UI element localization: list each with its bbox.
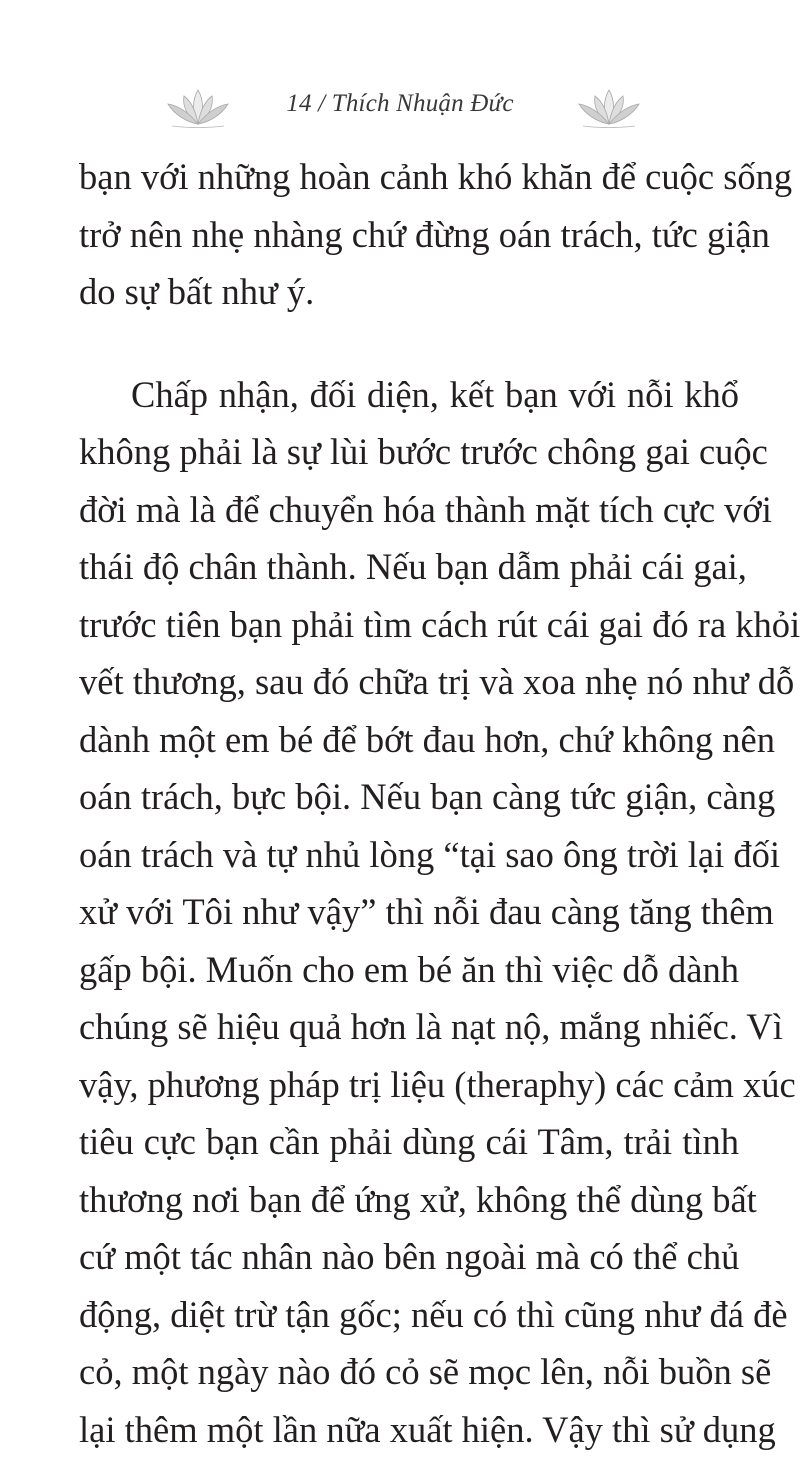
text-line: trước tiên bạn phải tìm cách rút cái gai đó ra khỏi	[79, 596, 739, 654]
text-line: không phải là sự lùi bước trước chông gai cuộc	[79, 423, 739, 481]
text-line: do sự bất như ý.	[79, 263, 739, 321]
paragraph	[79, 366, 739, 1458]
text-line: cỏ, một ngày nào đó cỏ sẽ mọc lên, nỗi buồn sẽ	[79, 1343, 739, 1401]
text-line: xử với Tôi như vậy” thì nỗi đau càng tăng thêm	[79, 883, 739, 941]
text-line: thái độ chân thành. Nếu bạn dẫm phải cái gai,	[79, 538, 739, 596]
text-line: oán trách và tự nhủ lòng “tại sao ông trời lại đối	[79, 826, 739, 884]
running-header	[0, 84, 800, 134]
text-line: tiêu cực bạn cần phải dùng cái Tâm, trải tình	[79, 1113, 739, 1171]
text-line: bạn với những hoàn cảnh khó khăn để cuộc sống	[79, 148, 739, 206]
text-line: gấp bội. Muốn cho em bé ăn thì việc dỗ dành	[79, 941, 739, 999]
text-line: oán trách, bực bội. Nếu bạn càng tức giận, càng	[79, 768, 739, 826]
text-line: trở nên nhẹ nhàng chứ đừng oán trách, tức giận	[79, 206, 739, 264]
text-line: thương nơi bạn để ứng xử, không thể dùng bất	[79, 1171, 739, 1229]
text-line: vết thương, sau đó chữa trị và xoa nhẹ nó như dỗ	[79, 653, 739, 711]
text-line: lại thêm một lần nữa xuất hiện. Vậy thì sử dụng	[79, 1401, 739, 1458]
paragraph-gap	[79, 321, 739, 366]
text-line: vậy, phương pháp trị liệu (theraphy) các cảm xúc	[79, 1056, 739, 1114]
lotus-icon	[573, 84, 645, 132]
running-title: 14 / Thích Nhuận Đức	[0, 90, 800, 118]
text-line: Chấp nhận, đối diện, kết bạn với nỗi khổ	[79, 366, 739, 424]
text-line: cứ một tác nhân nào bên ngoài mà có thể chủ	[79, 1228, 739, 1286]
body-text	[79, 148, 739, 1458]
text-line: đời mà là để chuyển hóa thành mặt tích cực với	[79, 481, 739, 539]
text-line: dành một em bé để bớt đau hơn, chứ không nên	[79, 711, 739, 769]
text-line: chúng sẽ hiệu quả hơn là nạt nộ, mắng nhiếc. Vì	[79, 998, 739, 1056]
text-line: động, diệt trừ tận gốc; nếu có thì cũng như đá đè	[79, 1286, 739, 1344]
paragraph	[79, 148, 739, 321]
